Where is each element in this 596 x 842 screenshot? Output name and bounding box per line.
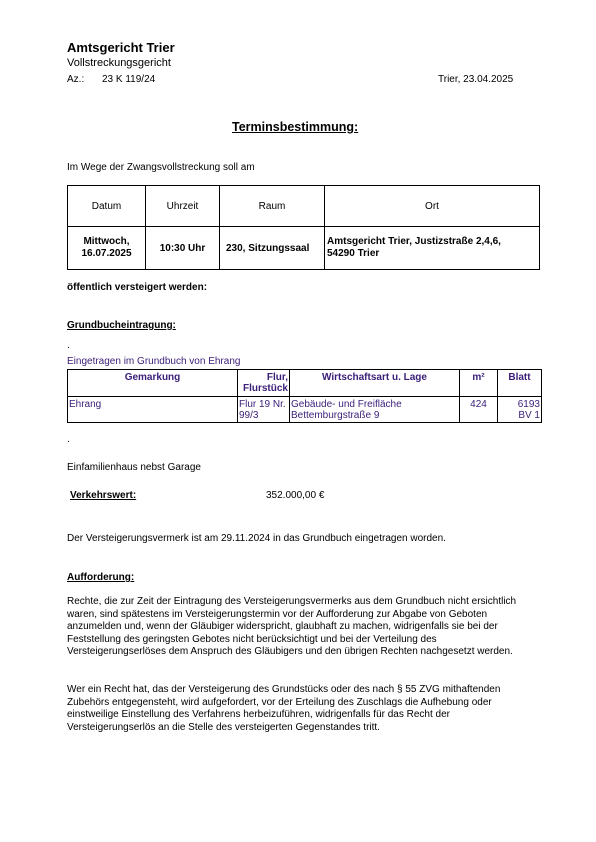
- grundbuch-heading: Grundbucheintragung:: [67, 320, 176, 331]
- court-name: Amtsgericht Trier: [67, 40, 175, 55]
- ort-line2: 54290 Trier: [327, 248, 380, 259]
- intro-text: Im Wege der Zwangsvollstreckung soll am: [67, 162, 255, 173]
- grundbuch-table-header: [68, 370, 542, 397]
- grundbuch-eingetragen: Eingetragen im Grundbuch von Ehrang: [67, 356, 241, 367]
- header-uhrzeit: Uhrzeit: [146, 186, 220, 227]
- gb-cell-wirtschaftsart: [290, 397, 460, 423]
- aufforderung-paragraph-2: Wer ein Recht hat, das der Versteigerung des Grundstücks oder des nach § 55 ZVG mithaftenden Zubehörs entgegensteht, wird aufgefordert, vor der Erteilung des Zuschlags die Aufhebung oder einstweilige Einstellung des Verfahrens herbeizuführen, widrigenfalls für das Recht der Versteigerungserlös an die Stelle des versteigerten Gegenstandes tritt.: [67, 684, 501, 733]
- gb-cell-gemarkung: Ehrang: [68, 397, 238, 423]
- cell-ort: [325, 227, 540, 270]
- gb-cell-m2: 424: [460, 397, 498, 423]
- cell-uhrzeit: 10:30 Uhr: [146, 227, 220, 270]
- gb-header-blatt: Blatt: [498, 370, 542, 397]
- gb-blatt-line2: BV 1: [518, 410, 540, 421]
- gb-flur-line2: 99/3: [239, 410, 259, 421]
- gb-header-wirtschaftsart: Wirtschaftsart u. Lage: [290, 370, 460, 397]
- aufforderung-paragraph-1: Rechte, die zur Zeit der Eintragung des Versteigerungsvermerks aus dem Grundbuch nicht ersichtlich waren, sind spätestens im Versteigerungstermin vor der Aufforderung zur Abgabe von Geboten anzumelden und, wenn der Gläubiger widerspricht, glaubhaft zu machen, widrigenfalls sie bei der Feststellung des geringsten Gebotes nicht berücksichtigt und bei der Verteilung des Versteigerungserlöses dem Anspruch des Gläubigers und den übrigen Rechten nachgesetzt werden.: [67, 596, 517, 657]
- cell-raum: 230, Sitzungssaal: [220, 227, 325, 270]
- termin-table-header: [68, 186, 540, 227]
- az-label: Az.:: [67, 74, 85, 85]
- header-ort: Ort: [325, 186, 540, 227]
- termin-table: [67, 185, 540, 270]
- page-title: Terminsbestimmung:: [232, 120, 359, 134]
- gb-header-flur-line1: Flur,: [266, 372, 288, 383]
- gb-cell-blatt: [498, 397, 542, 423]
- versteigert-text: öffentlich versteigert werden:: [67, 282, 208, 293]
- gb-header-flur-line2: Flurstück: [242, 383, 288, 394]
- gb-header-gemarkung: Gemarkung: [68, 370, 238, 397]
- gb-blatt-line1: 6193: [517, 399, 540, 410]
- header-datum: Datum: [68, 186, 146, 227]
- table-row: [68, 227, 540, 270]
- az-value: 23 K 119/24: [102, 74, 156, 85]
- gb-header-flur: [238, 370, 290, 397]
- separator-dot: .: [67, 434, 70, 445]
- datum-date: 16.07.2025: [81, 248, 132, 259]
- grundbuch-table: [67, 369, 542, 423]
- table-row: [68, 397, 542, 423]
- gb-cell-flur: [238, 397, 290, 423]
- court-department: Vollstreckungsgericht: [67, 57, 171, 69]
- ort-line1: Amtsgericht Trier, Justizstraße 2,4,6,: [327, 236, 501, 247]
- datum-weekday: Mittwoch,: [83, 236, 130, 247]
- gb-wirtschaftsart-line1: Gebäude- und Freifläche: [291, 399, 402, 410]
- verkehrswert-value: 352.000,00 €: [266, 490, 325, 501]
- gb-wirtschaftsart-line2: Bettemburgstraße 9: [291, 410, 380, 421]
- aufforderung-heading: Aufforderung:: [67, 572, 135, 583]
- grundbuch-dot: .: [67, 340, 70, 351]
- verkehrswert-label: Verkehrswert:: [70, 490, 137, 501]
- cell-datum: [68, 227, 146, 270]
- gb-flur-line1: Flur 19 Nr.: [239, 399, 286, 410]
- objekt-text: Einfamilienhaus nebst Garage: [67, 462, 201, 473]
- place-date: Trier, 23.04.2025: [438, 74, 514, 85]
- header-raum: Raum: [220, 186, 325, 227]
- gb-header-m2: m²: [460, 370, 498, 397]
- vermerk-text: Der Versteigerungsvermerk ist am 29.11.2024 in das Grundbuch eingetragen worden.: [67, 533, 446, 544]
